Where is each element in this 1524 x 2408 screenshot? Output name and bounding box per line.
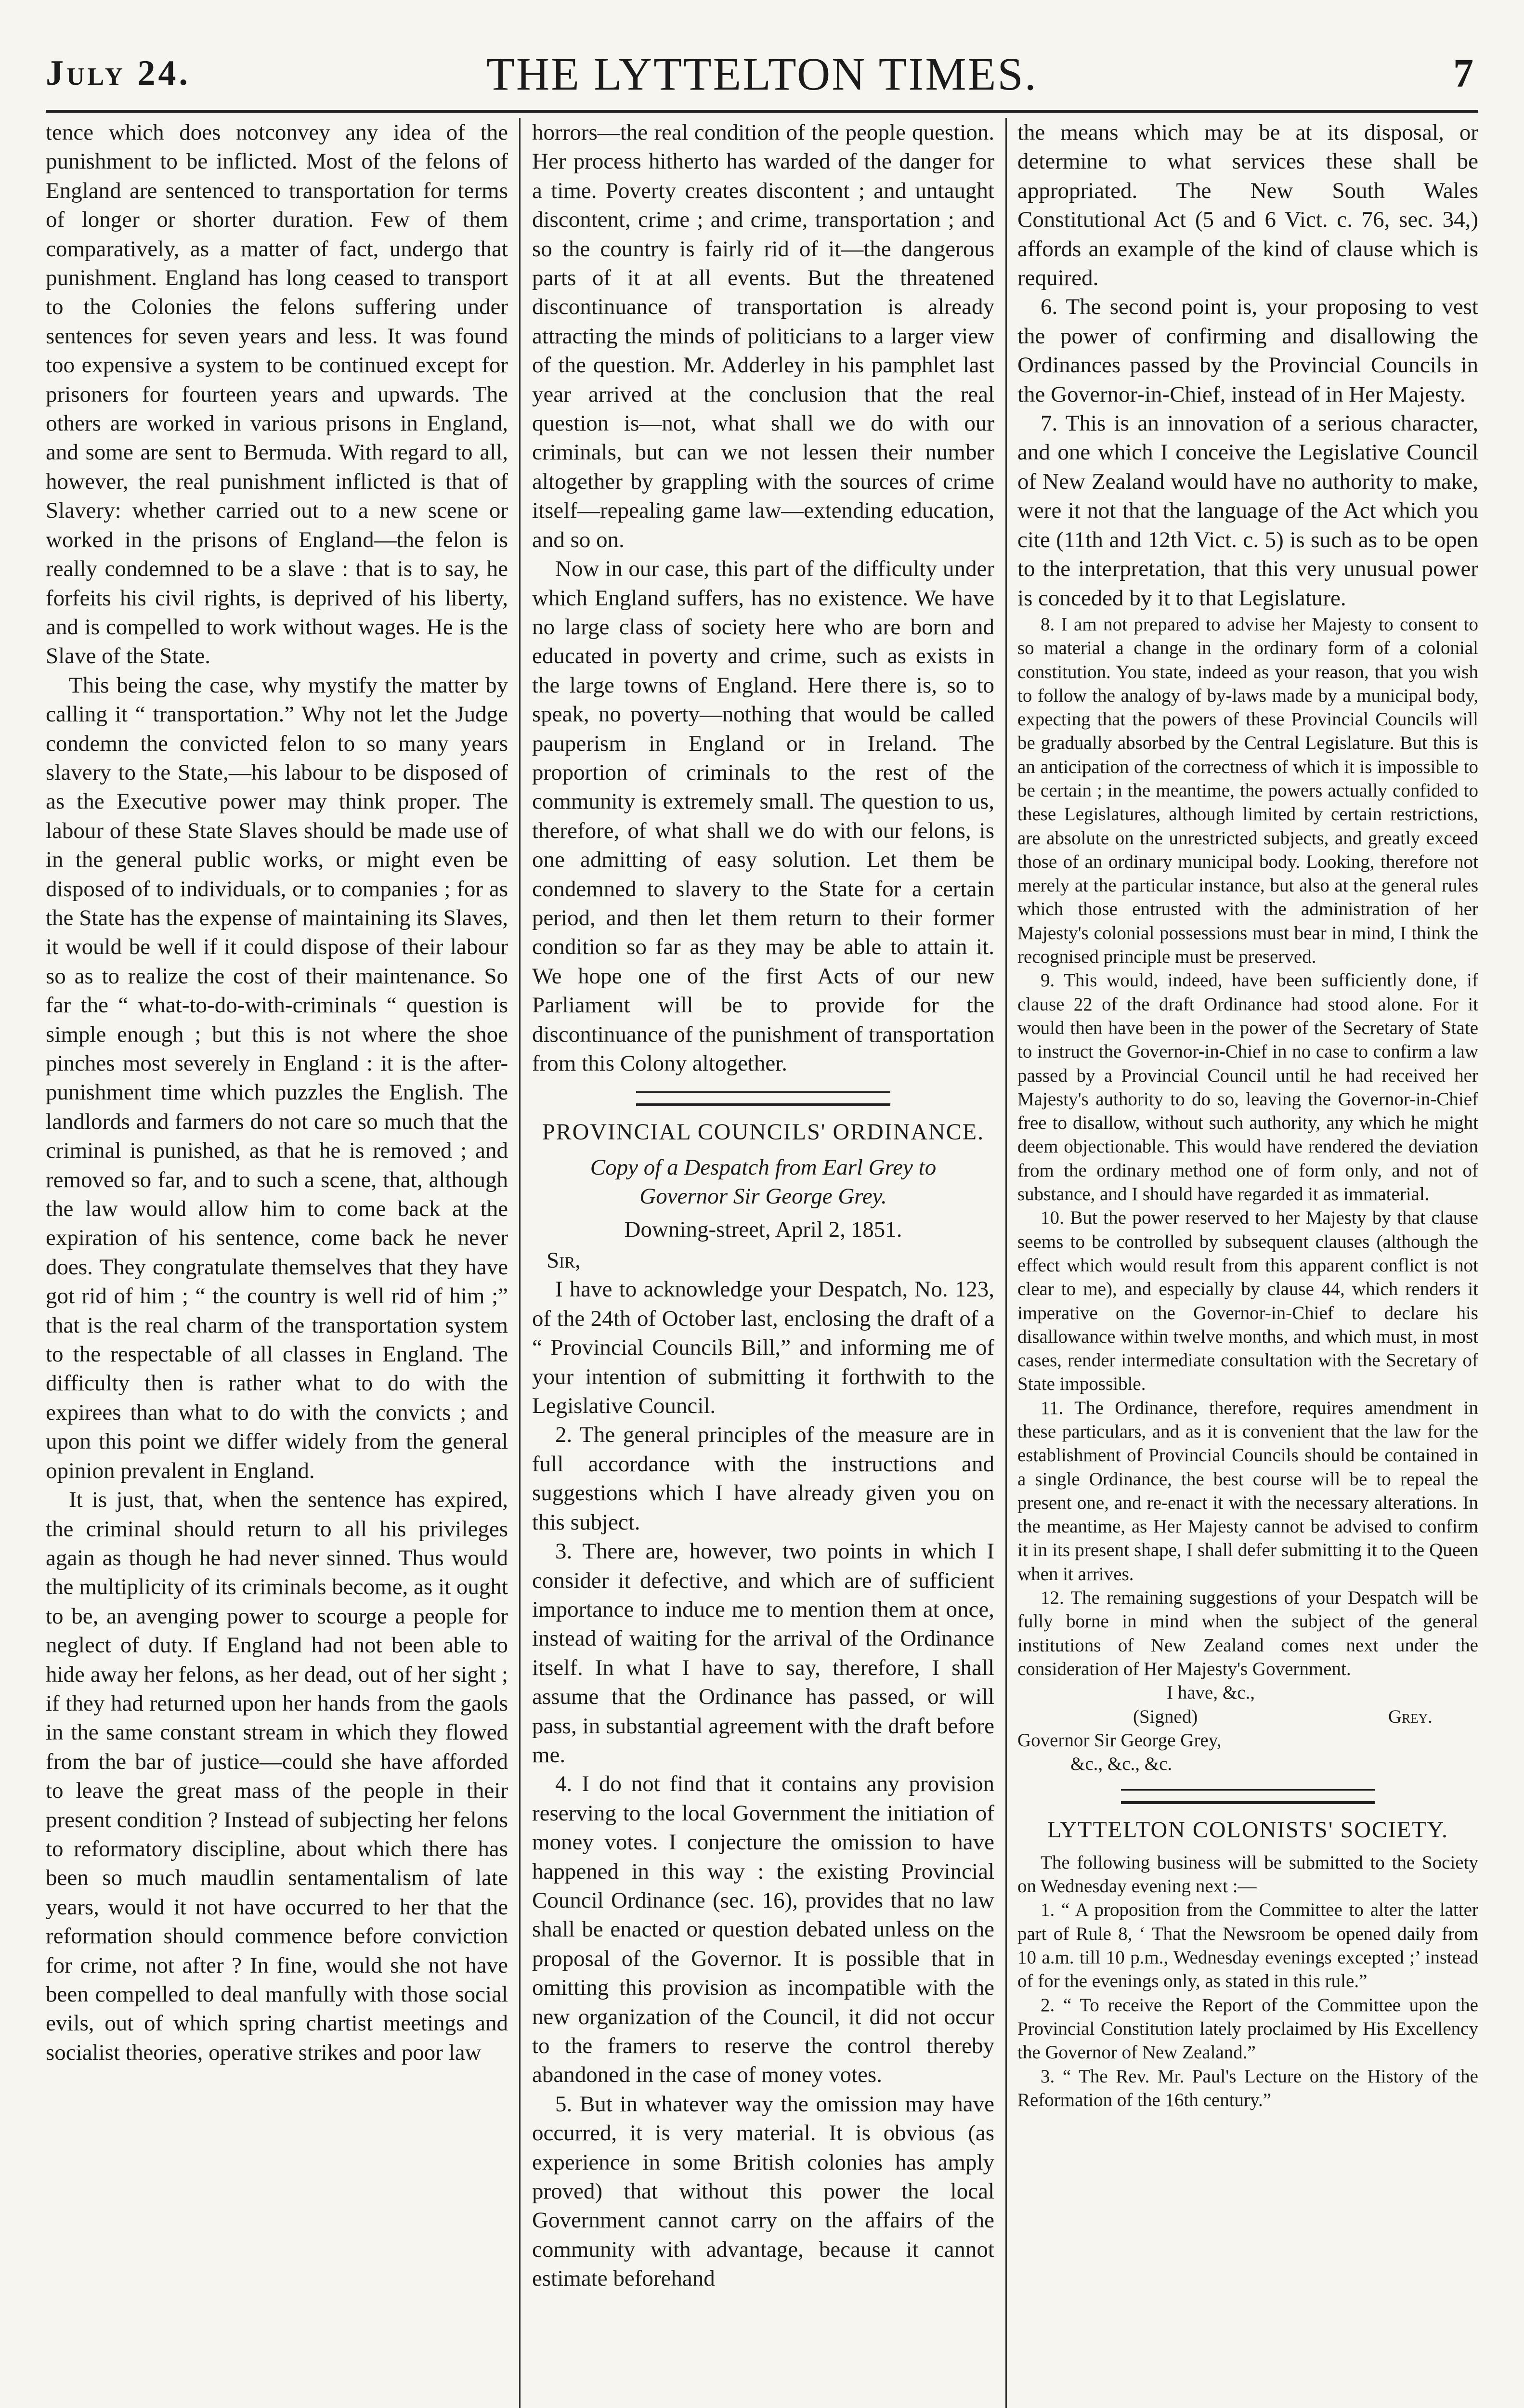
- paragraph: 4. I do not find that it contains any provision reserving to the local Government the initiation of money votes. I conjecture the omission to have happened in this way : the existing Provincial Council Ordinance (sec. 16), provides that no law shall be enacted or question debated unless on the proposal of the Governor. It is possible that in omitting this provision as incompatible with the new organization of the Council, it did not occur to the framers to reserve the control thereby abandoned in the case of money votes.: [532, 1771, 994, 2088]
- masthead: [46, 19, 1478, 116]
- column-divider: [519, 118, 521, 2408]
- signatory-name: Grey.: [1388, 1706, 1433, 1727]
- newspaper-title: THE LYTTELTON TIMES.: [486, 48, 1038, 100]
- addressee: Governor Sir George Grey,: [1017, 1729, 1222, 1751]
- paragraph: 8. I am not prepared to advise her Majesty to consent to so material a change in the ordinary form of a colonial constitution. You state, indeed as your reason, that you wish to follow the analogy of by-laws made by a municipal body, expecting that the powers of these Provincial Councils will be gradually absorbed by the Central Legislature. But this is an anticipation of the correctness of which it is impossible to be certain ; in the meantime, the powers actually confided to these Legislatures, although limited by certain restrictions, are absolute on the unrestricted subjects, and greatly exceed those of an ordinary municipal body. Looking, therefore not merely at the particular instance, but also at the general rules which those entrusted with the administration of her Majesty's colonial possessions must bear in mind, I think the recognised principle must be preserved.: [1017, 614, 1478, 968]
- paragraph: It is just, that, when the sentence has expired, the criminal should return to all his privileges again as though he had never sinned. Thus would the multiplicity of its criminals become, as it ought to be, an avenging power to scourge a people for neglect of duty. If England had not been able to hide away her felons, as her dead, out of her sight ; if they had returned upon her hands from the gaols in the same constant stream in which they flowed from the bar of justice—could she have afforded to leave the great mass of the people in their present condition ? Instead of subjecting her felons to reformatory discipline, about which there has been so much maudlin sentamentalism of late years, would it not have occurred to her that the reformation should commence before conviction for crime, not after ? In fine, would she not have been compelled to deal manfully with those social evils, out of which spring chartist meetings and socialist theories, operative strikes and poor law: [46, 1487, 508, 2065]
- paragraph: 5. But in whatever way the omission may have occurred, it is very material. It is obvious (as experience in some British colonies has amply proved) that without this power the local Government cannot carry on the affairs of the community with advantage, because it cannot estimate beforehand: [532, 2091, 994, 2291]
- paragraph: 11. The Ordinance, therefore, requires amendment in these particulars, and as it is convenient that the law for the establishment of Provincial Councils should be contained in a single Ordinance, the best course will be to repeal the present one, and re-enact it with the necessary alterations. In the meantime, as Her Majesty cannot be advised to confirm it in its present shape, I shall defer submitting it to the Queen when it arrives.: [1017, 1397, 1478, 1584]
- paragraph: 3. There are, however, two points in which I consider it defective, and which are of sufficient importance to induce me to mention them at once, instead of waiting for the arrival of the Ordinance itself. In what I have to say, therefore, I shall assume that the Ordinance has passed, or will pass, in substantial agreement with the draft before me.: [532, 1539, 994, 1767]
- section-heading: LYTTELTON COLONISTS' SOCIETY.: [1047, 1817, 1448, 1843]
- paragraph: 2. “ To receive the Report of the Committee upon the Provincial Constitution lately proclaimed by His Excellency the Governor of New Zealand.”: [1017, 1994, 1478, 2063]
- paragraph: The following business will be submitted to the Society on Wednesday evening next :—: [1017, 1852, 1478, 1897]
- signature-closing: I have, &c.,: [1167, 1682, 1255, 1703]
- paragraph: 1. “ A proposition from the Committee to alter the latter part of Rule 8, ‘ That the Newsroom be opened daily from 10 a.m. till 10 p.m., Wednesday evenings excepted ;’ instead of for the evenings only, as stated in this rule.”: [1017, 1899, 1478, 1992]
- paragraph: the means which may be at its disposal, or determine to what services these shall be appropriated. The New South Wales Constitutional Act (5 and 6 Vict. c. 76, sec. 34,) affords an example of the kind of clause which is required.: [1017, 120, 1478, 291]
- paragraph: tence which does notconvey any idea of the punishment to be inflicted. Most of the felons of England are sentenced to transportation for terms of longer or shorter duration. Few of them comparatively, as a matter of fact, undergo that punishment. England has long ceased to transport to the Colonies the felons suffering under sentences for seven years and less. It was found too expensive a system to be continued except for prisoners for fourteen years and upwards. The others are worked in various prisons in England, and some are sent to Bermuda. With regard to all, however, the real punishment inflicted is that of Slavery: whether carried out to a new scene or worked in the prisons of England—the felon is really condemned to be a slave : that is to say, he forfeits his civil rights, is deprived of his liberty, and is compelled to work without wages. He is the Slave of the State.: [46, 120, 508, 669]
- page-number: 7: [1453, 51, 1473, 96]
- paragraph: 3. “ The Rev. Mr. Paul's Lecture on the History of the Reformation of the 16th century.”: [1017, 2066, 1478, 2110]
- salutation: Sir,: [547, 1248, 581, 1273]
- column-2: [532, 118, 994, 2408]
- paragraph: 12. The remaining suggestions of your Despatch will be fully borne in mind when the subject of the general institutions of New Zealand comes next under the consideration of Her Majesty's Government.: [1017, 1587, 1478, 1679]
- column-divider: [1005, 118, 1007, 2408]
- signature-line: [1017, 1705, 1478, 1728]
- issue-date: July 24.: [46, 53, 191, 93]
- paragraph: I have to acknowledge your Despatch, No. 123, of the 24th of October last, enclosing the draft of a “ Provincial Councils Bill,” and informing me of your intention of submitting it forthwith to the Legislative Council.: [532, 1277, 994, 1419]
- masthead-rule: [46, 110, 1478, 113]
- section-divider: [1121, 1789, 1374, 1804]
- paragraph: 9. This would, indeed, have been sufficiently done, if clause 22 of the draft Ordinance had stood alone. For it would then have been in the power of the Secretary of State to instruct the Governor-in-Chief in no case to confirm a law passed by a Provincial Council until he had received her Majesty's authority to do so, leaving the Governor-in-Chief free to disallow, without such authority, any which he might deem objectionable. This would have rendered the deviation from the ordinary method one of form only, and not of substance, and I should have regarded it as immaterial.: [1017, 970, 1478, 1205]
- paragraph: 7. This is an innovation of a serious character, and one which I conceive the Legislative Council of New Zealand would have no authority to make, were it not that the language of the Act which you cite (11th and 12th Vict. c. 5) is such as to be open to the interpretation, that this very unusual power is conceded by it to that Legislature.: [1017, 411, 1478, 611]
- column-1: [46, 118, 508, 2408]
- despatch-subheading: Copy of a Despatch from Earl Grey to Governor Sir George Grey.: [590, 1154, 937, 1209]
- paragraph: This being the case, why mystify the matter by calling it “ transportation.” Why not let the Judge condemn the convicted felon to so many years slavery to the State,—his labour to be disposed of as the Executive power may think proper. The labour of these State Slaves should be made use of in the general public works, or might even be disposed of to individuals, or to companies ; for as the State has the expense of maintaining its Slaves, it would be well if it could dispose of their labour so as to realize the cost of their maintenance. So far the “ what-to-do-with-criminals “ question is simple enough ; but this is not where the shoe pinches most severely in England : it is the after-punishment time which puzzles the English. The landlords and farmers do not care so much that the criminal is punished, as that he is removed ; and removed so far, and to such a scene, that, although the law would allow him to come back at the expiration of his sentence, come back he never does. They congratulate themselves that they have got rid of him ; “ the country is well rid of him ;” that is the real charm of the transportation system to the respectable of all classes in England. The difficulty then is rather what to do with the expirees than what to do with the convicts ; and upon this point we differ widely from the general opinion prevalent in England.: [46, 672, 508, 1483]
- section-divider: [636, 1091, 890, 1106]
- paragraph: 10. But the power reserved to her Majesty by that clause seems to be controlled by subsequent clauses (although the effect which would result from this apparent conflict is not clear to me), and especially by clause 44, which renders it imperative on the Governor-in-Chief to declare his disallowance within twelve months, and which must, in most cases, render intermediate consultation with the Secretary of State impossible.: [1017, 1207, 1478, 1395]
- signed-label: (Signed): [1133, 1706, 1198, 1727]
- section-heading: PROVINCIAL COUNCILS' ORDINANCE.: [542, 1119, 985, 1145]
- paragraph: 2. The general principles of the measure are in full accordance with the instructions and suggestions which I have already given you on this subject.: [532, 1422, 994, 1535]
- paragraph: 6. The second point is, your proposing to vest the power of confirming and disallowing the Ordinances passed by the Provincial Councils in the Governor-in-Chief, instead of in Her Majesty.: [1017, 294, 1478, 407]
- column-3: [1017, 118, 1478, 2408]
- paragraph: horrors—the real condition of the people question. Her process hitherto has warded of the danger for a time. Poverty creates discontent ; and untaught discontent, crime ; and crime, transportation ; and so the country is fairly rid of it—the dangerous parts of it at all events. But the threatened discontinuance of transportation is already attracting the minds of politicians to a larger view of the question. Mr. Adderley in his pamphlet last year arrived at the conclusion that the real question is—not, what shall we do with our criminals, but can we not lessen their number altogether by grappling with the sources of crime itself—repealing game law—extending education, and so on.: [532, 120, 994, 552]
- paragraph: Now in our case, this part of the difficulty under which England suffers, has no existence. We have no large class of society here who are born and educated in poverty and crime, such as exists in the large towns of England. Here there is, so to speak, no poverty—nothing that would be called pauperism in England or in Ireland. The proportion of criminals to the rest of the community is extremely small. The question to us, therefore, of what shall we do with our felons, is one admitting of easy solution. Let them be condemned to slavery to the State for a certain period, and then let them return to their former condition so far as they may be able to attain it. We hope one of the first Acts of our new Parliament will be to provide for the discontinuance of the punishment of transportation from this Colony altogether.: [532, 556, 994, 1076]
- dateline: Downing-street, April 2, 1851.: [624, 1217, 902, 1242]
- addressee-etc: &c., &c., &c.: [1070, 1754, 1172, 1775]
